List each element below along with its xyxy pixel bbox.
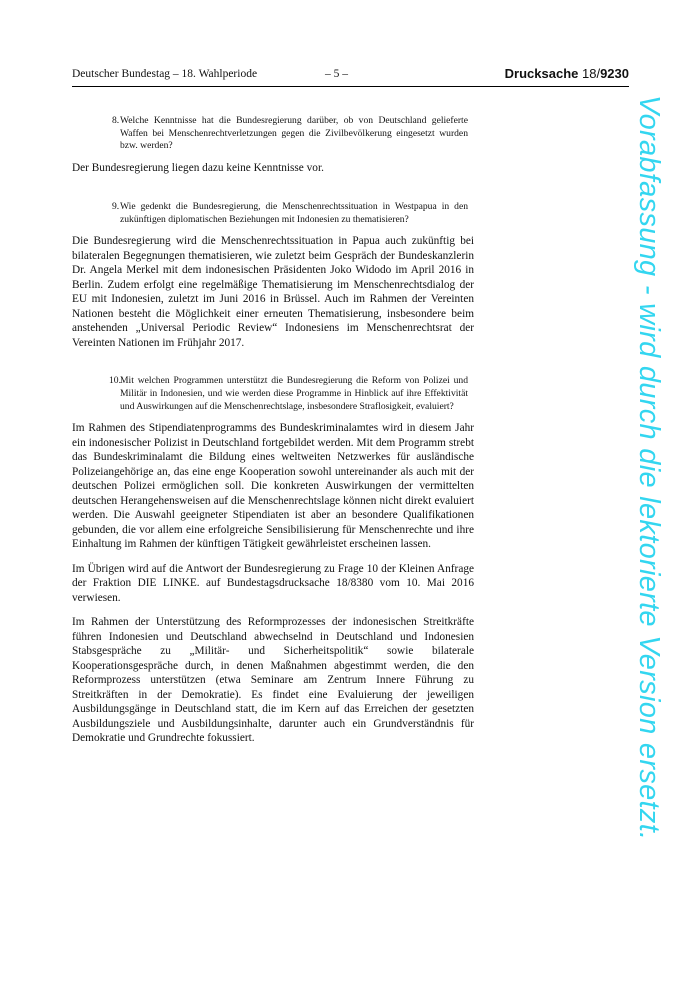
question-10 — [72, 375, 474, 413]
question-text: Wie gedenkt die Bundesregierung, die Menschenrechtssituation in Westpapua in den zukünftigen diplomatischen Beziehungen mit Indonesien zu thematisieren? — [120, 201, 468, 225]
question-number: 9. — [112, 201, 120, 213]
question-9 — [72, 201, 474, 226]
draft-watermark: Vorabfassung - wird durch die lektorierte Version ersetzt. — [633, 95, 665, 841]
answer-10-paragraph-2: Im Übrigen wird auf die Antwort der Bundesregierung zu Frage 10 der Kleinen Anfrage der Fraktion DIE LINKE. auf Bundestagsdrucksache 18/8380 vom 10. Mai 2016 verwiesen. — [72, 562, 474, 604]
header-doc-number-prefix: 18/ — [582, 66, 601, 81]
header-doc-number: 9230 — [600, 66, 629, 81]
header-doc-label: Drucksache — [504, 66, 579, 81]
page-header — [72, 66, 629, 87]
header-document-number — [505, 66, 629, 81]
answer-10-paragraph-1: Im Rahmen des Stipendiatenprogramms des Bundeskriminalamtes wird in diesem Jahr ein indonesischer Polizist in Deutschland fortgebildet werden. Mit dem Programm strebt das Bundeskriminalamt die Bildung eines weltweiten Netzwerkes für ausländische Polizeiangehörige an, das eine enge Kooperation sowohl untereinander als auch mit der deutschen Polizei ermöglichen soll. Die konkreten Auswirkungen der vermittelten deutschen Herangehensweisen auf die Menschenrechtslage können nicht direkt evaluiert werden. Die Auswahl geeigneter Stipendiaten ist aber an besondere Qualifikationen gebunden, die vor allem eine erfolgreiche Sensibilisierung für Menschenrechte und ihre Einhaltung im Rahmen der künftigen Tätigkeit gewährleistet erscheinen lassen. — [72, 422, 474, 551]
question-text: Mit welchen Programmen unterstützt die Bundesregierung die Reform von Polizei und Militär in Indonesien, und wie werden diese Programme in Hinblick auf ihre Effektivität und Auswirkungen auf die Menschenrechtslage, insbesondere Straflosigkeit, evaluiert? — [120, 375, 468, 412]
header-periodical: Deutscher Bundestag – 18. Wahlperiode — [72, 68, 258, 80]
question-text: Welche Kenntnisse hat die Bundesregierung darüber, ob von Deutschland gelieferte Waffen bei Menschenrechtverletzungen gegen die Zivilbevölkerung eingesetzt wurden bzw. werden? — [120, 115, 468, 152]
question-number: 10. — [109, 375, 121, 387]
answer-10-paragraph-3: Im Rahmen der Unterstützung des Reformprozesses der indonesischen Streitkräfte führen Indonesien und Deutschland abwechselnd in Deutschland und Indonesien Stabsgespräche zu „Militär- und Sicherheitspolitik“ sowie bilaterale Kooperationsgespräche durch, in denen Maßnahmen abgestimmt werden, die den Reformprozess unterstützen (etwa Seminare am Zentrum Innere Führung zu Streitkräften in der Demokratie). Es findet eine Evaluierung der jeweiligen Ausbildungsgänge in Deutschland statt, die im Kern auf das Erreichen der gesetzten Ausbildungsziele und Ausbildungsinhalte, darunter auch ein Grundverständnis für Demokratie und Grundrechte fokussiert. — [72, 616, 474, 745]
answer-8: Der Bundesregierung liegen dazu keine Kenntnisse vor. — [72, 161, 324, 174]
header-page-number: – 5 – — [325, 68, 348, 80]
answer-9: Die Bundesregierung wird die Menschenrechtssituation in Papua auch zukünftig bei bilateralen Begegnungen thematisieren, wie zuletzt beim Gespräch der Bundeskanzlerin Dr. Angela Merkel mit dem indonesischen Präsidenten Joko Widodo im April 2016 in Berlin. Zudem erfolgt eine regelmäßige Thematisierung im Menschenrechtsdialog der EU mit Indonesien, zuletzt im Juni 2016 in Brüssel. Auch im Rahmen der Vereinten Nationen besteht die Möglichkeit einer erneuten Thematisierung, insbesondere beim anstehenden „Universal Periodic Review“ Indonesiens im Menschenrechtsrat der Vereinten Nationen im Frühjahr 2017. — [72, 235, 474, 349]
question-8 — [72, 115, 474, 153]
question-number: 8. — [112, 115, 120, 126]
document-body — [72, 110, 474, 746]
